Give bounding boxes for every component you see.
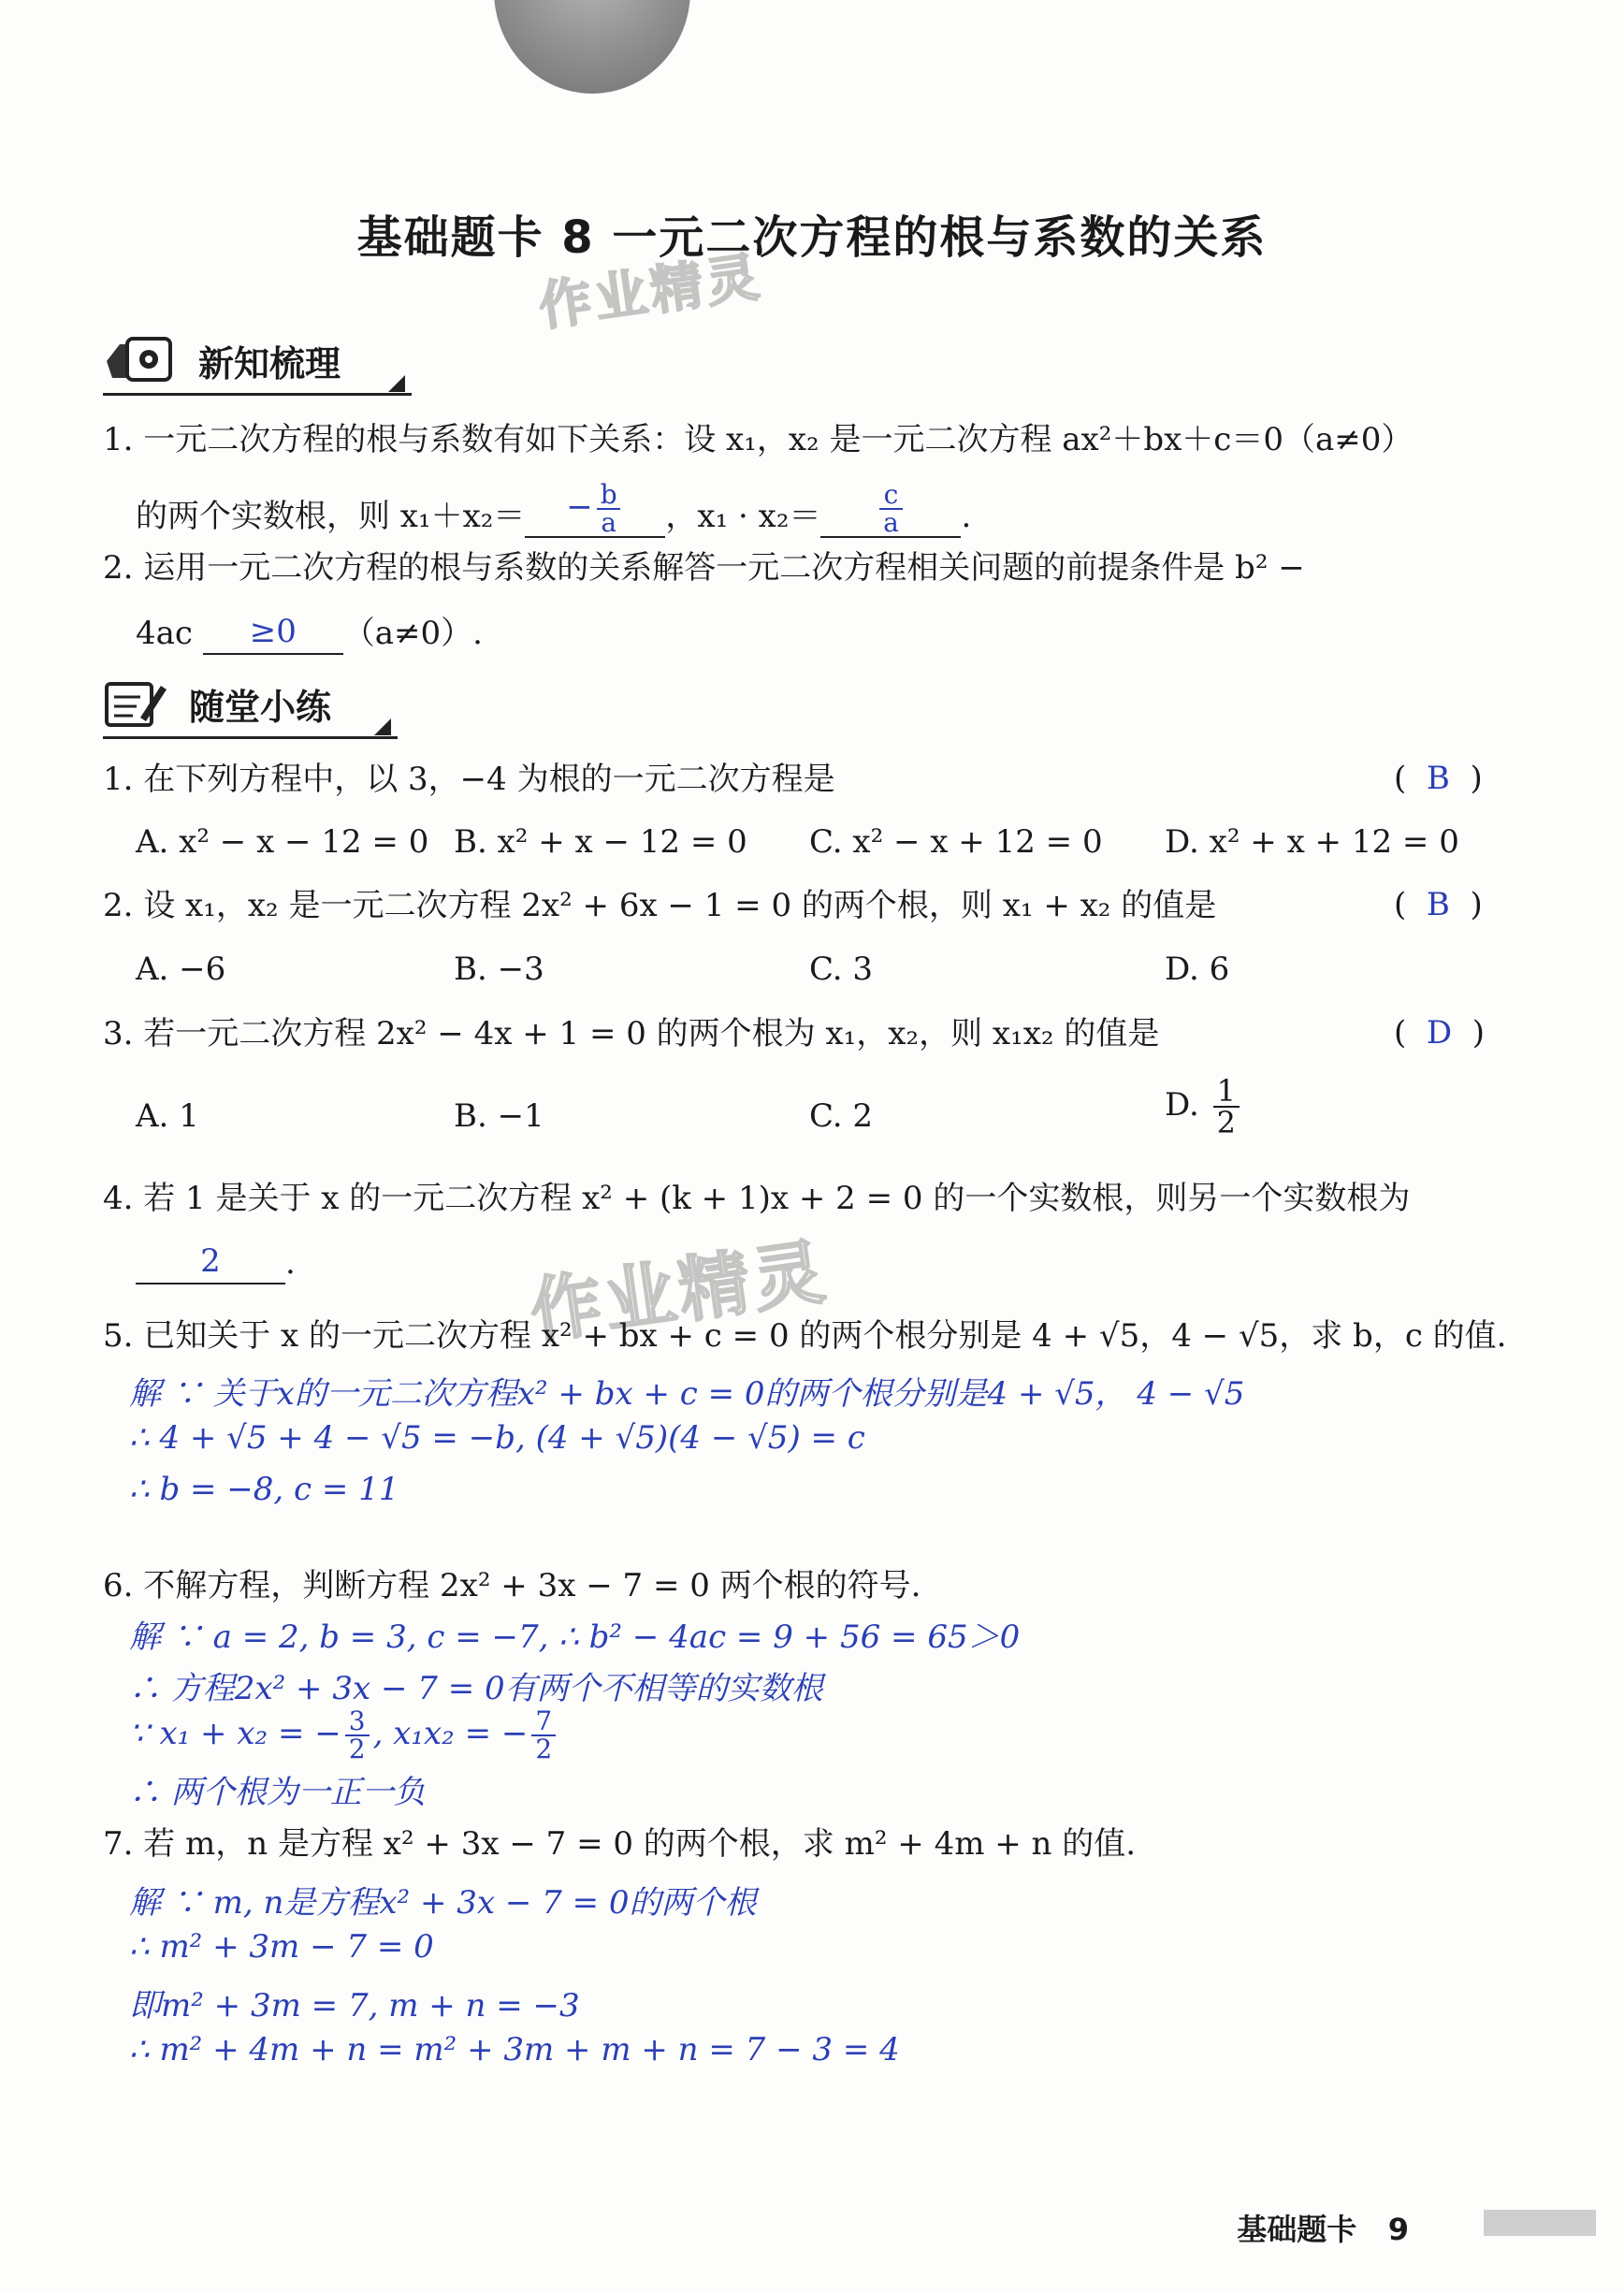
option-d-prefix: D.	[1165, 1086, 1199, 1124]
knowledge-q1-period: .	[961, 498, 972, 535]
practice-q7-solution-line4: ∴ m² + 4m + n = m² + 3m + m + n = 7 − 3 = 4	[129, 2031, 900, 2068]
practice-q3-stem: 3. 若一元二次方程 2x² − 4x + 1 = 0 的两个根为 x₁，x₂，则 x₁x₂ 的值是	[103, 1015, 1160, 1052]
fraction-numerator: 3	[348, 1705, 366, 1736]
practice-q4-stem: 4. 若 1 是关于 x 的一元二次方程 x² + (k + 1)x + 2 = 0 的一个实数根，则另一个实数根为	[103, 1180, 1411, 1217]
answer-product-fraction	[879, 479, 903, 538]
knowledge-q1-line2	[136, 479, 972, 538]
practice-q6-solution-line3	[129, 1705, 559, 1764]
practice-q2-option-a: A. −6	[136, 951, 226, 988]
answer-sum-sign: −	[566, 488, 593, 526]
section-knowledge-header	[103, 332, 412, 388]
fraction-denominator: 2	[1213, 1106, 1240, 1138]
practice-q1-answer-paren: ( B )	[1394, 760, 1483, 797]
knowledge-q2-line2	[136, 610, 483, 655]
footer-decorative-bar	[1484, 2210, 1596, 2236]
answer-sum-fraction	[597, 479, 621, 538]
practice-q2-stem: 2. 设 x₁，x₂ 是一元二次方程 2x² + 6x − 1 = 0 的两个根，则 x₁ + x₂ 的值是	[103, 887, 1217, 924]
practice-q2-option-d: D. 6	[1165, 951, 1230, 988]
watermark-top: 作业精灵	[535, 246, 766, 339]
knowledge-q2-text-b: （a≠0）.	[342, 615, 483, 652]
sol3-fraction-1	[345, 1705, 370, 1764]
knowledge-q1-text-b: ，x₁ · x₂＝	[665, 498, 821, 535]
practice-q1-answer: B	[1426, 760, 1450, 797]
practice-q3-option-d	[1165, 1073, 1243, 1140]
knowledge-q2-line1: 2. 运用一元二次方程的根与系数的关系解答一元二次方程相关问题的前提条件是 b² −	[103, 549, 1305, 587]
practice-q6-stem: 6. 不解方程，判断方程 2x² + 3x − 7 = 0 两个根的符号.	[103, 1567, 921, 1604]
sol3-text-b: , x₁x₂ = −	[372, 1715, 529, 1752]
decorative-circle	[494, 0, 690, 94]
watermark-middle: 作业精灵	[525, 1229, 834, 1354]
practice-q3-option-c: C. 2	[809, 1097, 874, 1135]
fraction-numerator: 7	[535, 1705, 553, 1736]
practice-q7-stem: 7. 若 m，n 是方程 x² + 3x − 7 = 0 的两个根，求 m² + 4m + n 的值.	[103, 1825, 1137, 1863]
footer-label-text: 基础题卡	[1237, 2212, 1357, 2247]
camera-icon	[103, 333, 178, 387]
practice-q3-answer-paren: ( D )	[1394, 1014, 1486, 1052]
section-underline	[103, 393, 412, 396]
practice-q5-solution-line2: ∴ 4 + √5 + 4 − √5 = −b, (4 + √5)(4 − √5) = c	[129, 1419, 865, 1457]
practice-q4-answer-blank: 2	[136, 1240, 285, 1284]
practice-q2-option-b: B. −3	[454, 951, 544, 988]
practice-q2-option-c: C. 3	[809, 951, 874, 988]
fraction-denominator: a	[597, 508, 620, 536]
fraction-denominator: a	[879, 508, 903, 536]
practice-q7-solution-line3: 即m² + 3m = 7, m + n = −3	[129, 1987, 580, 2025]
fraction-denominator: 2	[345, 1734, 370, 1763]
practice-q7-solution-line1: 解 ∵ m, n是方程x² + 3x − 7 = 0的两个根	[129, 1884, 757, 1922]
practice-q4-period: .	[285, 1244, 296, 1282]
section-practice-header	[103, 675, 398, 732]
footer-label	[1237, 2206, 1409, 2249]
section-underline	[103, 736, 398, 739]
practice-q1-option-d: D. x² + x + 12 = 0	[1165, 823, 1459, 861]
practice-q3-option-a: A. 1	[136, 1097, 199, 1135]
practice-q7-solution-line2: ∴ m² + 3m − 7 = 0	[129, 1928, 434, 1966]
section-practice-title: 随堂小练	[189, 686, 332, 728]
practice-q2-answer: B	[1426, 886, 1450, 923]
fraction-denominator: 2	[531, 1734, 556, 1763]
option-d-fraction	[1213, 1073, 1240, 1140]
answer-blank-product	[820, 479, 961, 538]
practice-q5-stem: 5. 已知关于 x 的一元二次方程 x² + bx + c = 0 的两个根分别是 4 + √5，4 − √5，求 b，c 的值.	[103, 1317, 1507, 1355]
practice-q2-answer-paren: ( B )	[1394, 886, 1483, 923]
practice-q1-stem: 1. 在下列方程中，以 3，−4 为根的一元二次方程是	[103, 761, 835, 798]
page-title: 基础题卡 8 一元二次方程的根与系数的关系	[356, 211, 1268, 264]
practice-q5-solution-line3: ∴ b = −8, c = 11	[129, 1471, 399, 1508]
sol3-fraction-2	[531, 1705, 556, 1764]
answer-blank-sum	[525, 479, 665, 538]
practice-q6-solution-line4: ∴ 两个根为一正一负	[129, 1774, 426, 1811]
fraction-numerator: b	[600, 479, 617, 510]
practice-q3-option-b: B. −1	[454, 1097, 544, 1135]
fraction-numerator: 1	[1216, 1073, 1237, 1109]
knowledge-q1-line1: 1. 一元二次方程的根与系数有如下关系：设 x₁，x₂ 是一元二次方程 ax²＋bx＋c＝0（a≠0）	[103, 421, 1414, 458]
practice-q1-option-c: C. x² − x + 12 = 0	[809, 823, 1103, 861]
practice-q5-solution-line1: 解 ∵ 关于x的一元二次方程x² + bx + c = 0的两个根分别是4 + √5， 4 − √5	[129, 1375, 1245, 1413]
practice-q1-option-a: A. x² − x − 12 = 0	[136, 823, 429, 861]
section-corner-marker	[388, 375, 405, 392]
section-corner-marker	[374, 718, 391, 735]
practice-q6-solution-line1: 解 ∵ a = 2, b = 3, c = −7, ∴ b² − 4ac = 9 + 56 = 65＞0	[129, 1618, 1021, 1656]
page-number: 9	[1387, 2212, 1409, 2247]
answer-blank-discriminant: ≥0	[203, 610, 343, 655]
practice-q6-solution-line2: ∴ 方程2x² + 3x − 7 = 0有两个不相等的实数根	[129, 1670, 823, 1707]
practice-q4-answer-line	[136, 1240, 296, 1284]
practice-q3-answer: D	[1426, 1014, 1453, 1052]
fraction-numerator: c	[883, 479, 899, 510]
sol3-text-a: ∵ x₁ + x₂ = −	[129, 1715, 341, 1752]
knowledge-q2-text-a: 4ac	[136, 615, 193, 652]
notepad-pencil-icon	[103, 676, 168, 731]
knowledge-q1-text-a: 的两个实数根，则 x₁＋x₂＝	[136, 498, 526, 535]
practice-q1-option-b: B. x² + x − 12 = 0	[454, 823, 747, 861]
section-knowledge-title: 新知梳理	[198, 342, 341, 385]
